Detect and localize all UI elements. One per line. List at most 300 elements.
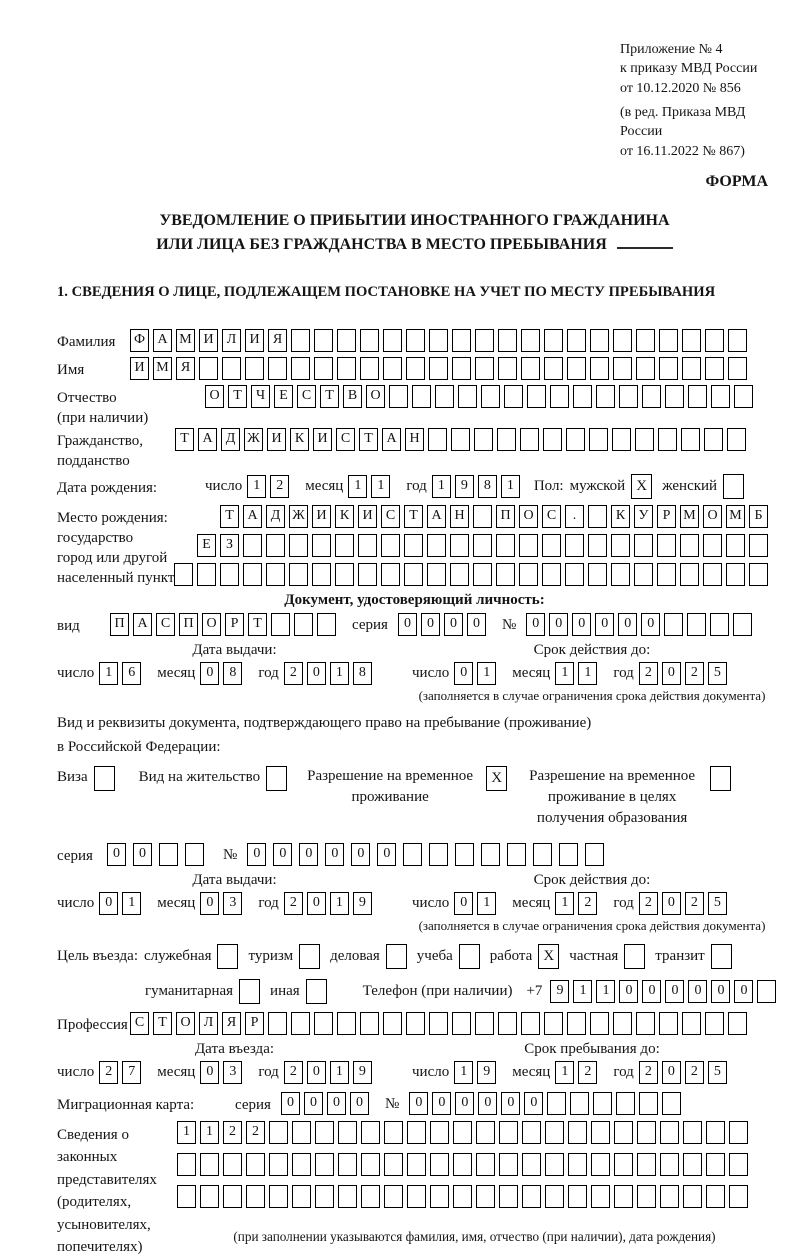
doc_number-cell[interactable]: 0 — [526, 613, 545, 636]
birthplace_row1-cell[interactable]: Ж — [289, 505, 308, 528]
permit_number-cell[interactable]: 0 — [273, 843, 292, 866]
representatives_row1-cell[interactable] — [338, 1121, 357, 1144]
birthplace_row1-cell[interactable]: М — [726, 505, 745, 528]
name-cell[interactable] — [291, 357, 310, 380]
doc_valid-month-cell[interactable]: 1 — [578, 662, 597, 685]
visa-checkbox[interactable] — [94, 766, 115, 791]
name-cell[interactable] — [360, 357, 379, 380]
name-cell[interactable] — [383, 357, 402, 380]
representatives_row3-cell[interactable] — [614, 1185, 633, 1208]
profession-cell[interactable] — [521, 1012, 540, 1035]
birthplace_row3-cell[interactable] — [358, 563, 377, 586]
stay-year-cell[interactable]: 5 — [708, 1061, 727, 1084]
profession-cell[interactable] — [636, 1012, 655, 1035]
citizenship-cell[interactable] — [727, 428, 746, 451]
representatives_row2-cell[interactable] — [499, 1153, 518, 1176]
citizenship-cell[interactable]: А — [382, 428, 401, 451]
representatives_row2-cell[interactable] — [338, 1153, 357, 1176]
migcard_number-cell[interactable]: 0 — [409, 1092, 428, 1115]
surname-cell[interactable] — [728, 329, 747, 352]
entry-month-cell[interactable]: 3 — [223, 1061, 242, 1084]
doc_issue-month-cell[interactable]: 8 — [223, 662, 242, 685]
birthplace_row3-cell[interactable] — [749, 563, 768, 586]
surname-cell[interactable] — [498, 329, 517, 352]
representatives_row2-cell[interactable] — [269, 1153, 288, 1176]
permit_number-cell[interactable]: 0 — [325, 843, 344, 866]
doc_number-cell[interactable] — [710, 613, 729, 636]
doc_number-cell[interactable]: 0 — [641, 613, 660, 636]
birthplace_row1-cell[interactable]: С — [542, 505, 561, 528]
representatives_row1-cell[interactable] — [637, 1121, 656, 1144]
patronymic-cell[interactable]: Е — [274, 385, 293, 408]
birth-month-cell[interactable]: 1 — [371, 475, 390, 498]
profession-cell[interactable]: Т — [153, 1012, 172, 1035]
surname-cell[interactable] — [406, 329, 425, 352]
citizenship-cell[interactable] — [543, 428, 562, 451]
representatives_row3-cell[interactable] — [637, 1185, 656, 1208]
profession-cell[interactable]: Л — [199, 1012, 218, 1035]
name-cell[interactable] — [337, 357, 356, 380]
migcard_series-cell[interactable]: 0 — [350, 1092, 369, 1115]
representatives_row3-cell[interactable] — [476, 1185, 495, 1208]
surname-cell[interactable] — [590, 329, 609, 352]
permit_issue-year-cell[interactable]: 0 — [307, 892, 326, 915]
representatives_row1-cell[interactable]: 1 — [200, 1121, 219, 1144]
entry-year-cell[interactable]: 1 — [330, 1061, 349, 1084]
birth-month-cell[interactable]: 1 — [348, 475, 367, 498]
citizenship-cell[interactable]: Т — [175, 428, 194, 451]
surname-cell[interactable]: Я — [268, 329, 287, 352]
migcard_series-cell[interactable]: 0 — [281, 1092, 300, 1115]
birthplace_row3-cell[interactable] — [726, 563, 745, 586]
permit_issue-year-cell[interactable]: 2 — [284, 892, 303, 915]
birthplace_row3-cell[interactable] — [427, 563, 446, 586]
representatives_row2-cell[interactable] — [545, 1153, 564, 1176]
birthplace_row2-cell[interactable] — [404, 534, 423, 557]
name-cell[interactable]: Я — [176, 357, 195, 380]
patronymic-cell[interactable] — [389, 385, 408, 408]
permit_issue-year-cell[interactable]: 9 — [353, 892, 372, 915]
patronymic-cell[interactable]: Т — [228, 385, 247, 408]
name-cell[interactable] — [475, 357, 494, 380]
name-cell[interactable] — [429, 357, 448, 380]
phone_digits-cell[interactable]: 0 — [665, 980, 684, 1003]
birthplace_row1-cell[interactable]: К — [611, 505, 630, 528]
permit_number-cell[interactable] — [559, 843, 578, 866]
name-cell[interactable] — [728, 357, 747, 380]
profession-cell[interactable] — [429, 1012, 448, 1035]
entry-day-cell[interactable]: 7 — [122, 1061, 141, 1084]
patronymic-cell[interactable]: Ч — [251, 385, 270, 408]
birthplace_row1-cell[interactable]: И — [358, 505, 377, 528]
surname-cell[interactable] — [682, 329, 701, 352]
doc_series-cell[interactable]: 0 — [444, 613, 463, 636]
representatives_row3-cell[interactable] — [223, 1185, 242, 1208]
representatives_row1-cell[interactable] — [568, 1121, 587, 1144]
migcard_series-cell[interactable]: 0 — [304, 1092, 323, 1115]
doc_type-cell[interactable] — [294, 613, 313, 636]
representatives_row1-cell[interactable]: 1 — [177, 1121, 196, 1144]
temp-residence-edu-checkbox[interactable] — [710, 766, 731, 791]
purpose-work-checkbox[interactable]: X — [538, 944, 559, 969]
surname-cell[interactable] — [613, 329, 632, 352]
birthplace_row3-cell[interactable] — [473, 563, 492, 586]
representatives_row2-cell[interactable] — [522, 1153, 541, 1176]
birthplace_row1-cell[interactable]: О — [703, 505, 722, 528]
birthplace_row2-cell[interactable] — [588, 534, 607, 557]
doc_issue-year-cell[interactable]: 0 — [307, 662, 326, 685]
representatives_row3-cell[interactable] — [177, 1185, 196, 1208]
representatives_row2-cell[interactable] — [177, 1153, 196, 1176]
birthplace_row2-cell[interactable] — [358, 534, 377, 557]
patronymic-cell[interactable]: Т — [320, 385, 339, 408]
doc_series-cell[interactable]: 0 — [421, 613, 440, 636]
permit_issue-day-cell[interactable]: 0 — [99, 892, 118, 915]
surname-cell[interactable]: А — [153, 329, 172, 352]
representatives_row3-cell[interactable] — [591, 1185, 610, 1208]
representatives_row2-cell[interactable] — [683, 1153, 702, 1176]
gender-female-checkbox[interactable] — [723, 474, 744, 499]
patronymic-cell[interactable] — [550, 385, 569, 408]
permit_valid-month-cell[interactable]: 1 — [555, 892, 574, 915]
representatives_row1-cell[interactable] — [384, 1121, 403, 1144]
profession-cell[interactable] — [291, 1012, 310, 1035]
representatives_row3-cell[interactable] — [246, 1185, 265, 1208]
profession-cell[interactable]: С — [130, 1012, 149, 1035]
permit_number-cell[interactable] — [429, 843, 448, 866]
citizenship-cell[interactable]: С — [336, 428, 355, 451]
birthplace_row3-cell[interactable] — [496, 563, 515, 586]
representatives_row3-cell[interactable] — [338, 1185, 357, 1208]
entry-month-cell[interactable]: 0 — [200, 1061, 219, 1084]
doc_series-cell[interactable]: 0 — [467, 613, 486, 636]
gender-male-checkbox[interactable]: X — [631, 474, 652, 499]
birthplace_row1-cell[interactable]: П — [496, 505, 515, 528]
stay-year-cell[interactable]: 2 — [639, 1061, 658, 1084]
migcard_number-cell[interactable]: 0 — [432, 1092, 451, 1115]
birthplace_row1-cell[interactable]: А — [243, 505, 262, 528]
permit_valid-day-cell[interactable]: 1 — [477, 892, 496, 915]
representatives_row2-cell[interactable] — [430, 1153, 449, 1176]
representatives_row3-cell[interactable] — [269, 1185, 288, 1208]
representatives_row3-cell[interactable] — [361, 1185, 380, 1208]
representatives_row1-cell[interactable] — [545, 1121, 564, 1144]
doc_number-cell[interactable]: 0 — [595, 613, 614, 636]
birthplace_row3-cell[interactable] — [289, 563, 308, 586]
representatives_row1-cell[interactable] — [269, 1121, 288, 1144]
birthplace_row2-cell[interactable] — [289, 534, 308, 557]
name-cell[interactable] — [636, 357, 655, 380]
representatives_row1-cell[interactable] — [407, 1121, 426, 1144]
migcard_number-cell[interactable] — [570, 1092, 589, 1115]
patronymic-cell[interactable]: С — [297, 385, 316, 408]
stay-year-cell[interactable]: 2 — [685, 1061, 704, 1084]
surname-cell[interactable] — [544, 329, 563, 352]
phone_digits-cell[interactable]: 1 — [573, 980, 592, 1003]
doc_type-cell[interactable]: С — [156, 613, 175, 636]
migcard_number-cell[interactable]: 0 — [524, 1092, 543, 1115]
birthplace_row2-cell[interactable] — [450, 534, 469, 557]
purpose-official-checkbox[interactable] — [217, 944, 238, 969]
representatives_row3-cell[interactable] — [384, 1185, 403, 1208]
permit_number-cell[interactable] — [507, 843, 526, 866]
name-cell[interactable] — [567, 357, 586, 380]
name-cell[interactable]: И — [130, 357, 149, 380]
name-cell[interactable] — [659, 357, 678, 380]
birthplace_row3-cell[interactable] — [703, 563, 722, 586]
citizenship-cell[interactable] — [566, 428, 585, 451]
representatives_row3-cell[interactable] — [453, 1185, 472, 1208]
representatives_row3-cell[interactable] — [499, 1185, 518, 1208]
birthplace_row2-cell[interactable] — [473, 534, 492, 557]
patronymic-cell[interactable] — [665, 385, 684, 408]
representatives_row1-cell[interactable] — [683, 1121, 702, 1144]
representatives_row1-cell[interactable] — [292, 1121, 311, 1144]
representatives_row2-cell[interactable] — [361, 1153, 380, 1176]
permit_valid-month-cell[interactable]: 2 — [578, 892, 597, 915]
doc_number-cell[interactable] — [733, 613, 752, 636]
purpose-humanitarian-checkbox[interactable] — [239, 979, 260, 1004]
patronymic-cell[interactable] — [573, 385, 592, 408]
migcard_number-cell[interactable] — [662, 1092, 681, 1115]
name-cell[interactable] — [268, 357, 287, 380]
profession-cell[interactable] — [314, 1012, 333, 1035]
patronymic-cell[interactable]: О — [366, 385, 385, 408]
doc_type-cell[interactable]: П — [179, 613, 198, 636]
surname-cell[interactable]: Ф — [130, 329, 149, 352]
doc_number-cell[interactable] — [687, 613, 706, 636]
birthplace_row1-cell[interactable]: М — [680, 505, 699, 528]
birthplace_row2-cell[interactable] — [427, 534, 446, 557]
surname-cell[interactable]: И — [245, 329, 264, 352]
phone_digits-cell[interactable]: 0 — [711, 980, 730, 1003]
representatives_row3-cell[interactable] — [545, 1185, 564, 1208]
birthplace_row3-cell[interactable] — [450, 563, 469, 586]
representatives_row1-cell[interactable] — [522, 1121, 541, 1144]
surname-cell[interactable] — [360, 329, 379, 352]
representatives_row1-cell[interactable] — [729, 1121, 748, 1144]
stay-month-cell[interactable]: 2 — [578, 1061, 597, 1084]
doc_number-cell[interactable]: 0 — [549, 613, 568, 636]
citizenship-cell[interactable] — [451, 428, 470, 451]
patronymic-cell[interactable] — [435, 385, 454, 408]
purpose-private-checkbox[interactable] — [624, 944, 645, 969]
patronymic-cell[interactable] — [596, 385, 615, 408]
patronymic-cell[interactable] — [688, 385, 707, 408]
permit_number-cell[interactable]: 0 — [247, 843, 266, 866]
birthplace_row2-cell[interactable] — [312, 534, 331, 557]
patronymic-cell[interactable] — [711, 385, 730, 408]
doc_valid-year-cell[interactable]: 2 — [639, 662, 658, 685]
migcard_number-cell[interactable]: 0 — [501, 1092, 520, 1115]
representatives_row2-cell[interactable] — [315, 1153, 334, 1176]
birth-day-cell[interactable]: 2 — [270, 475, 289, 498]
phone_digits-cell[interactable]: 0 — [619, 980, 638, 1003]
doc_valid-month-cell[interactable]: 1 — [555, 662, 574, 685]
permit_number-cell[interactable]: 0 — [377, 843, 396, 866]
doc_type-cell[interactable]: П — [110, 613, 129, 636]
patronymic-cell[interactable] — [504, 385, 523, 408]
birthplace_row2-cell[interactable] — [243, 534, 262, 557]
entry-year-cell[interactable]: 0 — [307, 1061, 326, 1084]
citizenship-cell[interactable]: Д — [221, 428, 240, 451]
doc_valid-day-cell[interactable]: 1 — [477, 662, 496, 685]
doc_number-cell[interactable]: 0 — [618, 613, 637, 636]
representatives_row3-cell[interactable] — [407, 1185, 426, 1208]
name-cell[interactable] — [406, 357, 425, 380]
permit_number-cell[interactable] — [481, 843, 500, 866]
birthplace_row2-cell[interactable]: З — [220, 534, 239, 557]
birth-year-cell[interactable]: 1 — [501, 475, 520, 498]
migcard_number-cell[interactable] — [616, 1092, 635, 1115]
surname-cell[interactable] — [337, 329, 356, 352]
surname-cell[interactable]: Л — [222, 329, 241, 352]
entry-day-cell[interactable]: 2 — [99, 1061, 118, 1084]
permit_valid-year-cell[interactable]: 5 — [708, 892, 727, 915]
birthplace_row2-cell[interactable] — [542, 534, 561, 557]
permit_number-cell[interactable]: 0 — [351, 843, 370, 866]
entry-year-cell[interactable]: 9 — [353, 1061, 372, 1084]
representatives_row1-cell[interactable]: 2 — [223, 1121, 242, 1144]
birth-day-cell[interactable]: 1 — [247, 475, 266, 498]
surname-cell[interactable] — [636, 329, 655, 352]
name-cell[interactable] — [613, 357, 632, 380]
representatives_row2-cell[interactable] — [729, 1153, 748, 1176]
doc_number-cell[interactable] — [664, 613, 683, 636]
surname-cell[interactable] — [659, 329, 678, 352]
doc_valid-year-cell[interactable]: 0 — [662, 662, 681, 685]
birthplace_row2-cell[interactable] — [703, 534, 722, 557]
permit_series-cell[interactable] — [159, 843, 178, 866]
name-cell[interactable] — [705, 357, 724, 380]
representatives_row2-cell[interactable] — [246, 1153, 265, 1176]
surname-cell[interactable]: М — [176, 329, 195, 352]
doc_issue-year-cell[interactable]: 2 — [284, 662, 303, 685]
purpose-tourism-checkbox[interactable] — [299, 944, 320, 969]
birthplace_row2-cell[interactable] — [749, 534, 768, 557]
doc_issue-year-cell[interactable]: 8 — [353, 662, 372, 685]
phone_digits-cell[interactable]: 0 — [642, 980, 661, 1003]
representatives_row2-cell[interactable] — [384, 1153, 403, 1176]
representatives_row1-cell[interactable] — [591, 1121, 610, 1144]
permit_valid-day-cell[interactable]: 0 — [454, 892, 473, 915]
doc_type-cell[interactable]: Р — [225, 613, 244, 636]
birthplace_row3-cell[interactable] — [680, 563, 699, 586]
citizenship-cell[interactable] — [474, 428, 493, 451]
permit_number-cell[interactable] — [533, 843, 552, 866]
doc_type-cell[interactable] — [271, 613, 290, 636]
profession-cell[interactable]: О — [176, 1012, 195, 1035]
representatives_row2-cell[interactable] — [660, 1153, 679, 1176]
purpose-business-checkbox[interactable] — [386, 944, 407, 969]
birthplace_row3-cell[interactable] — [657, 563, 676, 586]
doc_issue-month-cell[interactable]: 0 — [200, 662, 219, 685]
citizenship-cell[interactable]: Н — [405, 428, 424, 451]
citizenship-cell[interactable] — [704, 428, 723, 451]
birthplace_row1-cell[interactable]: А — [427, 505, 446, 528]
phone_digits-cell[interactable]: 0 — [688, 980, 707, 1003]
birthplace_row3-cell[interactable] — [611, 563, 630, 586]
birthplace_row2-cell[interactable] — [496, 534, 515, 557]
representatives_row3-cell[interactable] — [200, 1185, 219, 1208]
birth-year-cell[interactable]: 9 — [455, 475, 474, 498]
birthplace_row1-cell[interactable]: Б — [749, 505, 768, 528]
permit_valid-year-cell[interactable]: 0 — [662, 892, 681, 915]
representatives_row1-cell[interactable] — [706, 1121, 725, 1144]
doc_valid-year-cell[interactable]: 2 — [685, 662, 704, 685]
profession-cell[interactable] — [728, 1012, 747, 1035]
permit_number-cell[interactable] — [585, 843, 604, 866]
patronymic-cell[interactable] — [481, 385, 500, 408]
birthplace_row1-cell[interactable] — [473, 505, 492, 528]
patronymic-cell[interactable]: О — [205, 385, 224, 408]
representatives_row3-cell[interactable] — [522, 1185, 541, 1208]
name-cell[interactable] — [314, 357, 333, 380]
citizenship-cell[interactable] — [612, 428, 631, 451]
birthplace_row3-cell[interactable] — [335, 563, 354, 586]
birthplace_row3-cell[interactable] — [197, 563, 216, 586]
representatives_row3-cell[interactable] — [292, 1185, 311, 1208]
permit_number-cell[interactable]: 0 — [299, 843, 318, 866]
surname-cell[interactable] — [567, 329, 586, 352]
citizenship-cell[interactable] — [658, 428, 677, 451]
birthplace_row1-cell[interactable]: . — [565, 505, 584, 528]
name-cell[interactable] — [544, 357, 563, 380]
profession-cell[interactable] — [682, 1012, 701, 1035]
birthplace_row1-cell[interactable]: Н — [450, 505, 469, 528]
entry-year-cell[interactable]: 2 — [284, 1061, 303, 1084]
birthplace_row3-cell[interactable] — [519, 563, 538, 586]
phone_digits-cell[interactable]: 0 — [734, 980, 753, 1003]
birthplace_row3-cell[interactable] — [634, 563, 653, 586]
representatives_row3-cell[interactable] — [706, 1185, 725, 1208]
profession-cell[interactable] — [498, 1012, 517, 1035]
birthplace_row3-cell[interactable] — [404, 563, 423, 586]
birthplace_row1-cell[interactable]: У — [634, 505, 653, 528]
profession-cell[interactable] — [567, 1012, 586, 1035]
representatives_row3-cell[interactable] — [430, 1185, 449, 1208]
doc_number-cell[interactable]: 0 — [572, 613, 591, 636]
permit_number-cell[interactable] — [403, 843, 422, 866]
birthplace_row1-cell[interactable] — [588, 505, 607, 528]
stay-day-cell[interactable]: 1 — [454, 1061, 473, 1084]
name-cell[interactable] — [199, 357, 218, 380]
patronymic-cell[interactable] — [642, 385, 661, 408]
name-cell[interactable] — [521, 357, 540, 380]
birthplace_row2-cell[interactable] — [565, 534, 584, 557]
profession-cell[interactable] — [383, 1012, 402, 1035]
representatives_row3-cell[interactable] — [729, 1185, 748, 1208]
permit_valid-year-cell[interactable]: 2 — [639, 892, 658, 915]
patronymic-cell[interactable] — [412, 385, 431, 408]
doc_issue-day-cell[interactable]: 1 — [99, 662, 118, 685]
representatives_row1-cell[interactable]: 2 — [246, 1121, 265, 1144]
birthplace_row2-cell[interactable] — [634, 534, 653, 557]
birthplace_row1-cell[interactable]: С — [381, 505, 400, 528]
birthplace_row3-cell[interactable] — [220, 563, 239, 586]
birthplace_row1-cell[interactable]: Д — [266, 505, 285, 528]
citizenship-cell[interactable] — [428, 428, 447, 451]
patronymic-cell[interactable]: В — [343, 385, 362, 408]
birthplace_row1-cell[interactable]: К — [335, 505, 354, 528]
profession-cell[interactable] — [337, 1012, 356, 1035]
citizenship-cell[interactable]: К — [290, 428, 309, 451]
representatives_row1-cell[interactable] — [453, 1121, 472, 1144]
permit_issue-month-cell[interactable]: 3 — [223, 892, 242, 915]
doc_issue-day-cell[interactable]: 6 — [122, 662, 141, 685]
representatives_row1-cell[interactable] — [499, 1121, 518, 1144]
birthplace_row2-cell[interactable] — [519, 534, 538, 557]
